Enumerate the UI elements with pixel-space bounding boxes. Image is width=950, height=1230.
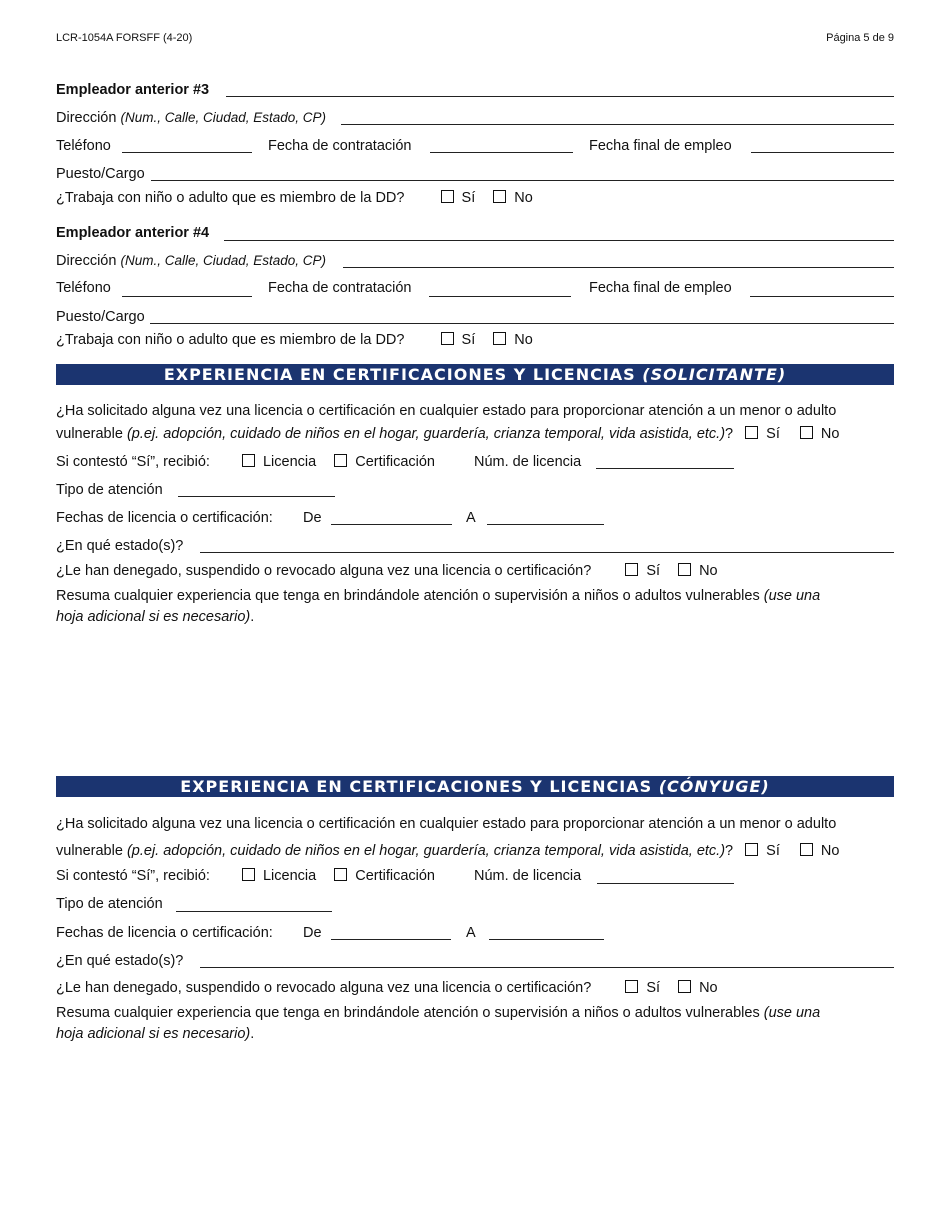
employer-4-position-field[interactable] [150, 323, 894, 324]
applicant-states-label: ¿En qué estado(s)? [56, 538, 184, 554]
employer-3-hire-date-field[interactable] [430, 152, 573, 153]
spouse-license-num-field[interactable] [597, 883, 734, 884]
employer-4-address-field[interactable] [343, 267, 894, 268]
applicant-to-label: A [466, 510, 476, 526]
spouse-received-cert[interactable]: Certificación [334, 868, 435, 884]
employer-4-end-date-field[interactable] [750, 296, 894, 297]
employer-4-phone-label: Teléfono [56, 280, 111, 296]
employer-3-label: Empleador anterior #3 [56, 82, 210, 98]
checkbox-icon[interactable] [745, 843, 758, 856]
applicant-to-field[interactable] [487, 524, 604, 525]
applicant-denied-no[interactable]: No [678, 563, 718, 579]
checkbox-icon[interactable] [625, 980, 638, 993]
spouse-care-type-field[interactable] [176, 911, 332, 912]
checkbox-icon[interactable] [334, 454, 347, 467]
applicant-states-field[interactable] [200, 552, 894, 553]
applicant-from-field[interactable] [331, 524, 452, 525]
checkbox-icon[interactable] [441, 190, 454, 203]
checkbox-icon[interactable] [242, 454, 255, 467]
applicant-denied-question: ¿Le han denegado, suspendido o revocado alguna vez una licencia o certificación? Sí No [56, 563, 718, 579]
spouse-care-type-label: Tipo de atención [56, 896, 163, 912]
spouse-from-field[interactable] [331, 939, 451, 940]
checkbox-icon[interactable] [625, 563, 638, 576]
employer-3-phone-label: Teléfono [56, 138, 111, 154]
checkbox-icon[interactable] [800, 426, 813, 439]
spouse-license-question: ¿Ha solicitado alguna vez una licencia o certificación en cualquier estado para proporcionar atención a un menor o adulto vulnerable (p.ej. adopción, cuidado de niños en el hogar, guardería, crianza temporal, vida asistida, etc.)? Sí No [56, 811, 896, 865]
applicant-received-cert[interactable]: Certificación [334, 454, 435, 470]
applicant-license-no[interactable]: No [800, 423, 840, 446]
applicant-license-question: ¿Ha solicitado alguna vez una licencia o certificación en cualquier estado para proporcionar atención a un menor o adulto vulnerable (p.ej. adopción, cuidado de niños en el hogar, guardería, crianza temporal, vida asistida, etc.)? Sí No [56, 400, 896, 446]
employer-4-name-field[interactable] [224, 240, 894, 241]
page-number: Página 5 de 9 [826, 32, 894, 44]
employer-3-address-field[interactable] [341, 124, 894, 125]
applicant-dates-label: Fechas de licencia o certificación: [56, 510, 273, 526]
employer-3-dd-no[interactable]: No [493, 190, 533, 206]
checkbox-icon[interactable] [242, 868, 255, 881]
employer-4-dd-question: ¿Trabaja con niño o adulto que es miembro de la DD? Sí No [56, 332, 533, 348]
checkbox-icon[interactable] [678, 563, 691, 576]
employer-4-phone-field[interactable] [122, 296, 252, 297]
spouse-from-label: De [303, 925, 322, 941]
applicant-denied-yes[interactable]: Sí [625, 563, 660, 579]
spouse-dates-label: Fechas de licencia o certificación: [56, 925, 273, 941]
spouse-states-label: ¿En qué estado(s)? [56, 953, 184, 969]
employer-4-dd-yes[interactable]: Sí [441, 332, 476, 348]
employer-3-end-date-field[interactable] [751, 152, 894, 153]
employer-3-dd-question: ¿Trabaja con niño o adulto que es miembro de la DD? Sí No [56, 190, 533, 206]
spouse-denied-yes[interactable]: Sí [625, 980, 660, 996]
checkbox-icon[interactable] [493, 332, 506, 345]
employer-4-dd-no[interactable]: No [493, 332, 533, 348]
spouse-summary-area[interactable] [56, 1050, 894, 1200]
employer-4-address-label: Dirección (Num., Calle, Ciudad, Estado, CP) [56, 253, 327, 269]
spouse-license-yes[interactable]: Sí [745, 838, 780, 865]
spouse-denied-question: ¿Le han denegado, suspendido o revocado alguna vez una licencia o certificación? Sí No [56, 980, 718, 996]
spouse-summary-instructions: Resuma cualquier experiencia que tenga en brindándole atención o supervisión a niños o adultos vulnerables (use una hoja adicional si es necesario). [56, 1005, 821, 1042]
employer-3-address-label: Dirección (Num., Calle, Ciudad, Estado, CP) [56, 110, 327, 126]
employer-4-position-label: Puesto/Cargo [56, 309, 145, 325]
checkbox-icon[interactable] [745, 426, 758, 439]
employer-3-end-date-label: Fecha final de empleo [589, 138, 732, 154]
section-header-spouse: EXPERIENCIA EN CERTIFICACIONES Y LICENCIAS (CÓNYUGE) [56, 776, 894, 797]
checkbox-icon[interactable] [493, 190, 506, 203]
employer-3-position-field[interactable] [151, 180, 894, 181]
spouse-license-no[interactable]: No [800, 838, 840, 865]
employer-3-position-label: Puesto/Cargo [56, 166, 145, 182]
applicant-license-num-label: Núm. de licencia [474, 454, 582, 470]
employer-4-end-date-label: Fecha final de empleo [589, 280, 732, 296]
applicant-care-type-label: Tipo de atención [56, 482, 163, 498]
employer-4-label: Empleador anterior #4 [56, 225, 210, 241]
applicant-care-type-field[interactable] [178, 496, 335, 497]
spouse-license-num-label: Núm. de licencia [474, 868, 582, 884]
applicant-received-license[interactable]: Licencia [242, 454, 316, 470]
applicant-license-yes[interactable]: Sí [745, 423, 780, 446]
checkbox-icon[interactable] [334, 868, 347, 881]
spouse-to-label: A [466, 925, 476, 941]
checkbox-icon[interactable] [800, 843, 813, 856]
employer-3-dd-yes[interactable]: Sí [441, 190, 476, 206]
spouse-received-row: Si contestó “Sí”, recibió: Licencia Certificación [56, 868, 435, 884]
applicant-summary-instructions: Resuma cualquier experiencia que tenga en brindándole atención o supervisión a niños o adultos vulnerables (use una hoja adicional si es necesario). [56, 588, 821, 625]
spouse-denied-no[interactable]: No [678, 980, 718, 996]
applicant-summary-area[interactable] [56, 632, 894, 768]
employer-4-hire-date-field[interactable] [429, 296, 571, 297]
spouse-received-license[interactable]: Licencia [242, 868, 316, 884]
form-id: LCR-1054A FORSFF (4-20) [56, 32, 193, 44]
applicant-license-num-field[interactable] [596, 468, 734, 469]
checkbox-icon[interactable] [441, 332, 454, 345]
employer-3-phone-field[interactable] [122, 152, 252, 153]
employer-3-name-field[interactable] [226, 96, 894, 97]
applicant-received-row: Si contestó “Sí”, recibió: Licencia Certificación [56, 454, 435, 470]
section-header-applicant: EXPERIENCIA EN CERTIFICACIONES Y LICENCIAS (SOLICITANTE) [56, 364, 894, 385]
employer-3-hire-date-label: Fecha de contratación [268, 138, 412, 154]
applicant-from-label: De [303, 510, 322, 526]
spouse-states-field[interactable] [200, 967, 894, 968]
employer-4-hire-date-label: Fecha de contratación [268, 280, 412, 296]
spouse-to-field[interactable] [489, 939, 604, 940]
checkbox-icon[interactable] [678, 980, 691, 993]
